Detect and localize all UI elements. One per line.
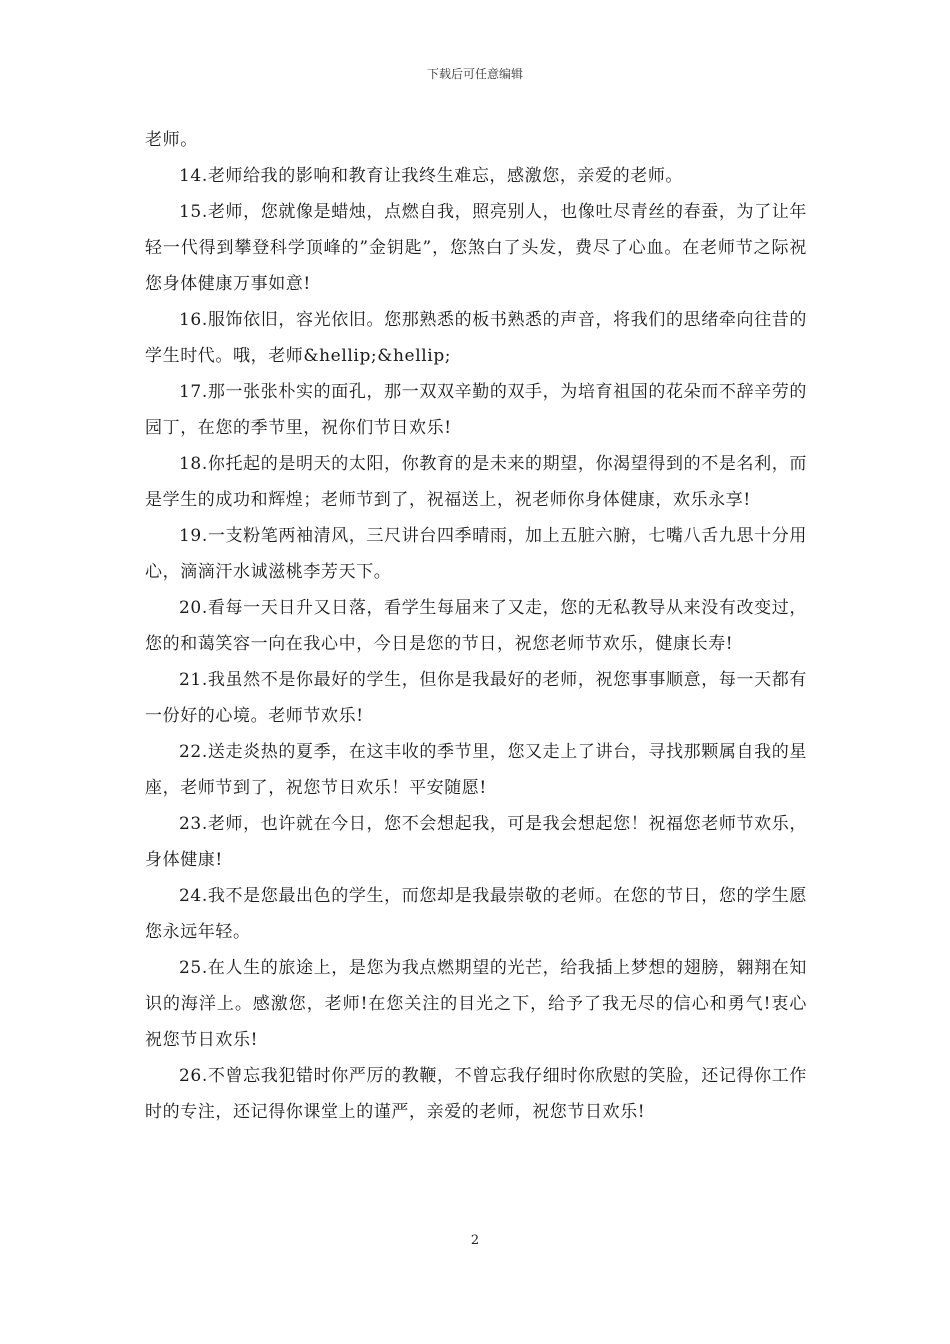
paragraph-15: 15.老师，您就像是蜡烛，点燃自我，照亮别人，也像吐尽青丝的春蚕，为了让年轻一代得到攀登科学顶峰的”金钥匙”，您煞白了头发，费尽了心血。在老师节之际祝您身体健康万事如意!	[145, 202, 807, 294]
paragraph-20: 20.看每一天日升又日落，看学生每届来了又走，您的无私教导从来没有改变过，您的和蔼笑容一向在我心中，今日是您的节日，祝您老师节欢乐，健康长寿!	[145, 598, 807, 654]
paragraph-22: 22.送走炎热的夏季，在这丰收的季节里，您又走上了讲台，寻找那颗属自我的星座，老师节到了，祝您节日欢乐！平安随愿!	[145, 742, 807, 798]
paragraph-14: 14.老师给我的影响和教育让我终生难忘，感激您，亲爱的老师。	[179, 166, 684, 186]
paragraph-18: 18.你托起的是明天的太阳，你教育的是未来的期望，你渴望得到的不是名利，而是学生的成功和辉煌；老师节到了，祝福送上，祝老师你身体健康，欢乐永享!	[145, 454, 807, 510]
paragraph-16: 16.服饰依旧，容光依旧。您那熟悉的板书熟悉的声音，将我们的思绪牵向往昔的学生时代。哦，老师&hellip;&hellip;	[145, 310, 807, 366]
paragraph-25: 25.在人生的旅途上，是您为我点燃期望的光芒，给我插上梦想的翅膀，翱翔在知识的海洋上。感激您，老师!在您关注的目光之下，给予了我无尽的信心和勇气!衷心祝您节日欢乐!	[145, 958, 807, 1050]
page-header: 下载后可任意编辑	[426, 67, 523, 81]
document-body	[145, 122, 807, 1130]
paragraph-17: 17.那一张张朴实的面孔，那一双双辛勤的双手，为培育祖国的花朵而不辞辛劳的园丁，在您的季节里，祝你们节日欢乐!	[145, 382, 807, 438]
page-number: 2	[470, 1233, 480, 1248]
paragraph-26: 26.不曾忘我犯错时你严厉的教鞭，不曾忘我仔细时你欣慰的笑脸，还记得你工作时的专注，还记得你课堂上的谨严，亲爱的老师，祝您节日欢乐!	[145, 1066, 807, 1122]
paragraph-continuation: 老师。	[145, 130, 198, 150]
paragraph-24: 24.我不是您最出色的学生，而您却是我最崇敬的老师。在您的节日，您的学生愿您永远年轻。	[145, 886, 807, 942]
paragraph-19: 19.一支粉笔两袖清风，三尺讲台四季晴雨，加上五脏六腑，七嘴八舌九思十分用心，滴滴汗水诚滋桃李芳天下。	[145, 526, 807, 582]
paragraph-21: 21.我虽然不是你最好的学生，但你是我最好的老师，祝您事事顺意，每一天都有一份好的心境。老师节欢乐!	[145, 670, 807, 726]
paragraph-23: 23.老师，也许就在今日，您不会想起我，可是我会想起您！祝福您老师节欢乐，身体健康!	[145, 814, 807, 870]
